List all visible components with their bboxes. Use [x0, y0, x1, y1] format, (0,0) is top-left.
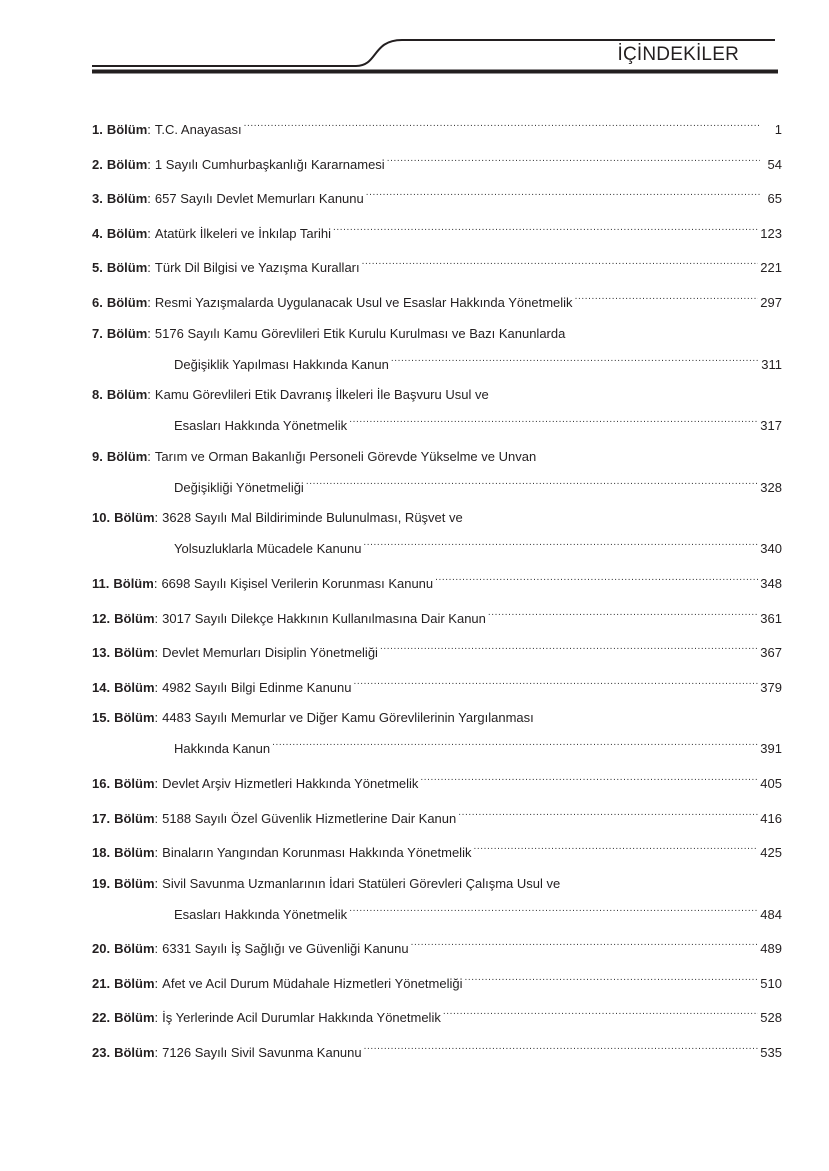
toc-section-number: 22.: [92, 1010, 111, 1026]
toc-separator: :: [147, 260, 151, 276]
toc-entry[interactable]: [92, 676, 782, 711]
toc-separator: :: [154, 610, 159, 626]
toc-entry[interactable]: [92, 641, 782, 676]
dot-leader: [354, 676, 759, 692]
toc-entry-title: 6331 Sayılı İş Sağlığı ve Güvenliği Kanunu: [162, 941, 409, 957]
toc-entry-title: Değişikliği Yönetmeliği: [174, 479, 304, 495]
toc-section-number: 9.: [92, 448, 103, 464]
toc-entry-title: Esasları Hakkında Yönetmelik: [174, 418, 348, 434]
toc-section-number: 11.: [92, 575, 110, 591]
toc-entry[interactable]: [92, 510, 782, 572]
toc-entry-title: 4982 Sayılı Bilgi Edinme Kanunu: [162, 679, 352, 695]
toc-entry-title: 5176 Sayılı Kamu Görevlileri Etik Kurulu Kurulması ve Bazı Kanunlarda: [154, 325, 566, 341]
toc-section-label: Bölüm: [114, 679, 155, 695]
toc-entry[interactable]: [92, 1006, 782, 1041]
toc-entry-title: Atatürk İlkeleri ve İnkılap Tarihi: [154, 225, 331, 241]
dot-leader: [349, 903, 758, 919]
toc-entry-title: T.C. Anayasası: [154, 122, 242, 137]
toc-separator: :: [153, 575, 158, 591]
toc-section-number: 5.: [92, 260, 103, 276]
dot-leader: [420, 772, 758, 788]
toc-section-number: 8.: [92, 387, 103, 403]
toc-page-number: 328: [760, 479, 782, 495]
dot-leader: [391, 353, 759, 369]
toc-entry[interactable]: [92, 153, 782, 188]
toc-section-label: Bölüm: [114, 710, 155, 726]
toc-entry-title: 7126 Sayılı Sivil Savunma Kanunu: [162, 1045, 362, 1061]
toc-page-number: 221: [760, 260, 782, 276]
dot-leader: [443, 1006, 758, 1022]
toc-section-label: Bölüm: [106, 260, 148, 276]
toc-section-label: Bölüm: [114, 845, 155, 861]
toc-page-number: 405: [760, 775, 782, 791]
toc-section-number: 16.: [92, 775, 111, 791]
toc-section-label: Bölüm: [114, 645, 155, 661]
toc-separator: :: [154, 645, 159, 661]
toc-section-number: 7.: [92, 325, 103, 341]
toc-page-number: 416: [760, 810, 782, 826]
toc-entry-title: İş Yerlerinde Acil Durumlar Hakkında Yönetmelik: [162, 1010, 441, 1026]
toc-page-number: 54: [767, 156, 782, 172]
toc-section-number: 23.: [92, 1045, 111, 1061]
dot-leader: [366, 187, 760, 203]
toc-section-label: Bölüm: [114, 941, 155, 957]
toc-section-label: Bölüm: [114, 610, 155, 626]
toc-page-number: 489: [760, 941, 782, 957]
toc-section-label: Bölüm: [114, 510, 155, 526]
toc-page-number: 391: [760, 741, 782, 757]
toc-section-label: Bölüm: [106, 191, 148, 207]
toc-entry-title: 4483 Sayılı Memurlar ve Diğer Kamu Görevlilerinin Yargılanması: [162, 710, 534, 726]
toc-page-number: 361: [760, 610, 782, 626]
dot-leader: [306, 476, 758, 492]
toc-separator: :: [147, 191, 151, 207]
toc-entry[interactable]: [92, 187, 782, 222]
toc-section-label: Bölüm: [106, 294, 148, 310]
toc-section-label: Bölüm: [113, 575, 154, 591]
toc-separator: :: [154, 975, 159, 991]
toc-section-number: 19.: [92, 875, 111, 891]
toc-separator: :: [154, 810, 159, 826]
toc-separator: :: [154, 710, 159, 726]
toc-section-label: Bölüm: [114, 1010, 155, 1026]
dot-leader: [349, 414, 758, 430]
toc-section-label: Bölüm: [114, 875, 155, 891]
toc-entry[interactable]: [92, 807, 782, 842]
dot-leader: [363, 537, 758, 553]
toc-page-number: 65: [767, 191, 782, 207]
toc-section-number: 21.: [92, 975, 111, 991]
toc-page-number: 123: [760, 225, 782, 241]
toc-separator: :: [154, 1010, 159, 1026]
toc-entry[interactable]: [92, 841, 782, 876]
toc-entry[interactable]: [92, 972, 782, 1007]
toc-entry-title: Resmi Yazışmalarda Uygulanacak Usul ve Esaslar Hakkında Yönetmelik: [154, 294, 573, 310]
toc-entry[interactable]: [92, 222, 782, 257]
toc-section-number: 12.: [92, 610, 111, 626]
toc-entry[interactable]: [92, 118, 782, 153]
toc-section-label: Bölüm: [106, 156, 148, 172]
toc-separator: :: [154, 875, 159, 891]
dot-leader: [333, 222, 758, 238]
toc-entry-title: Binaların Yangından Korunması Hakkında Yönetmelik: [162, 845, 472, 861]
toc-entry-title: 6698 Sayılı Kişisel Verilerin Korunması Kanunu: [161, 575, 434, 591]
toc-page-number: 311: [761, 356, 782, 372]
toc-separator: :: [154, 775, 159, 791]
toc-entry-title: 1 Sayılı Cumhurbaşkanlığı Kararnamesi: [154, 156, 385, 172]
toc-entry-title: Afet ve Acil Durum Müdahale Hizmetleri Yönetmeliği: [162, 975, 463, 991]
toc-page-number: 297: [760, 294, 782, 310]
toc-entry-title: 657 Sayılı Devlet Memurları Kanunu: [154, 191, 364, 207]
toc-entry-title: Kamu Görevlileri Etik Davranış İlkeleri İle Başvuru Usul ve: [154, 387, 489, 403]
toc-section-number: 20.: [92, 941, 111, 957]
page-header: [0, 0, 829, 90]
toc-section-label: Bölüm: [114, 810, 155, 826]
toc-section-label: Bölüm: [106, 225, 148, 241]
dot-leader: [575, 291, 759, 307]
toc-section-number: 15.: [92, 710, 111, 726]
toc-entry[interactable]: [92, 1041, 782, 1076]
toc-section-number: 6.: [92, 294, 103, 310]
toc-page-number: 317: [760, 418, 782, 434]
toc-entry[interactable]: [92, 449, 782, 511]
toc-entry-title: Yolsuzluklarla Mücadele Kanunu: [174, 541, 362, 557]
dot-leader: [465, 972, 759, 988]
toc-page-number: 535: [760, 1045, 782, 1061]
toc-page-number: 340: [760, 541, 782, 557]
toc-section-label: Bölüm: [114, 775, 155, 791]
toc-page-number: 528: [760, 1010, 782, 1026]
toc-entry[interactable]: [92, 572, 782, 607]
dot-leader: [364, 1041, 759, 1057]
toc-separator: :: [147, 325, 151, 341]
toc-entry-title: 3628 Sayılı Mal Bildiriminde Bulunulması, Rüşvet ve: [162, 510, 463, 526]
toc-separator: :: [147, 122, 151, 137]
toc-entry[interactable]: [92, 326, 782, 388]
toc-section-label: Bölüm: [114, 1045, 155, 1061]
toc-entry-title: Türk Dil Bilgisi ve Yazışma Kuralları: [154, 260, 360, 276]
toc-entry[interactable]: [92, 387, 782, 449]
toc-entry[interactable]: [92, 710, 782, 772]
dot-leader: [272, 737, 758, 753]
toc-entry-title: Sivil Savunma Uzmanlarının İdari Statüleri Görevleri Çalışma Usul ve: [162, 875, 561, 891]
toc-separator: :: [147, 225, 151, 241]
toc-entry[interactable]: [92, 291, 782, 326]
toc-separator: :: [147, 294, 151, 310]
toc-entry[interactable]: [92, 937, 782, 972]
dot-leader: [387, 153, 760, 169]
toc-entry-title: Tarım ve Orman Bakanlığı Personeli Görevde Yükselme ve Unvan: [154, 448, 537, 464]
toc-page-number: 348: [760, 575, 782, 591]
toc-entry-title: Esasları Hakkında Yönetmelik: [174, 906, 348, 922]
toc-entry-title: 5188 Sayılı Özel Güvenlik Hizmetlerine Dair Kanun: [162, 810, 457, 826]
toc-entry-title: Devlet Memurları Disiplin Yönetmeliği: [162, 645, 378, 661]
toc-entry-title: Değişiklik Yapılması Hakkında Kanun: [174, 356, 389, 372]
dot-leader: [458, 807, 758, 823]
toc-section-label: Bölüm: [114, 975, 155, 991]
toc-entry[interactable]: [92, 772, 782, 807]
toc-section-number: 4.: [92, 225, 103, 241]
toc-page-number: 484: [760, 906, 782, 922]
toc-section-label: Bölüm: [106, 448, 148, 464]
toc-entry-title: Devlet Arşiv Hizmetleri Hakkında Yönetmelik: [162, 775, 419, 791]
toc-separator: :: [154, 941, 159, 957]
toc-section-label: Bölüm: [106, 325, 148, 341]
toc-section-number: 1.: [92, 122, 103, 137]
toc-section-number: 10.: [92, 510, 111, 526]
toc-entry-title: Hakkında Kanun: [174, 741, 271, 757]
toc-entry-title: 3017 Sayılı Dilekçe Hakkının Kullanılmasına Dair Kanun: [162, 610, 486, 626]
toc-section-number: 17.: [92, 810, 111, 826]
dot-leader: [244, 118, 760, 134]
dot-leader: [488, 607, 758, 623]
toc-separator: :: [154, 679, 159, 695]
toc-section-number: 13.: [92, 645, 111, 661]
toc-section-label: Bölüm: [106, 387, 148, 403]
dot-leader: [473, 841, 758, 857]
toc-entry[interactable]: [92, 256, 782, 291]
toc-separator: :: [154, 510, 159, 526]
toc-page-number: 425: [760, 845, 782, 861]
toc-page-number: 1: [774, 122, 782, 137]
toc-entry[interactable]: [92, 876, 782, 938]
table-of-contents: [92, 118, 782, 1076]
dot-leader: [380, 641, 758, 657]
toc-entry[interactable]: [92, 607, 782, 642]
page-title: İÇİNDEKİLER: [617, 44, 739, 65]
toc-section-number: 14.: [92, 679, 111, 695]
toc-page-number: 510: [760, 975, 782, 991]
toc-separator: :: [154, 845, 159, 861]
dot-leader: [411, 937, 759, 953]
toc-separator: :: [147, 156, 151, 172]
toc-section-number: 3.: [92, 191, 103, 207]
dot-leader: [435, 572, 758, 588]
toc-page-number: 379: [760, 679, 782, 695]
toc-section-number: 18.: [92, 845, 111, 861]
toc-section-number: 2.: [92, 156, 103, 172]
toc-separator: :: [147, 448, 151, 464]
toc-separator: :: [147, 387, 151, 403]
toc-page-number: 367: [760, 645, 782, 661]
toc-separator: :: [154, 1045, 159, 1061]
toc-section-label: Bölüm: [106, 122, 148, 137]
dot-leader: [362, 256, 759, 272]
